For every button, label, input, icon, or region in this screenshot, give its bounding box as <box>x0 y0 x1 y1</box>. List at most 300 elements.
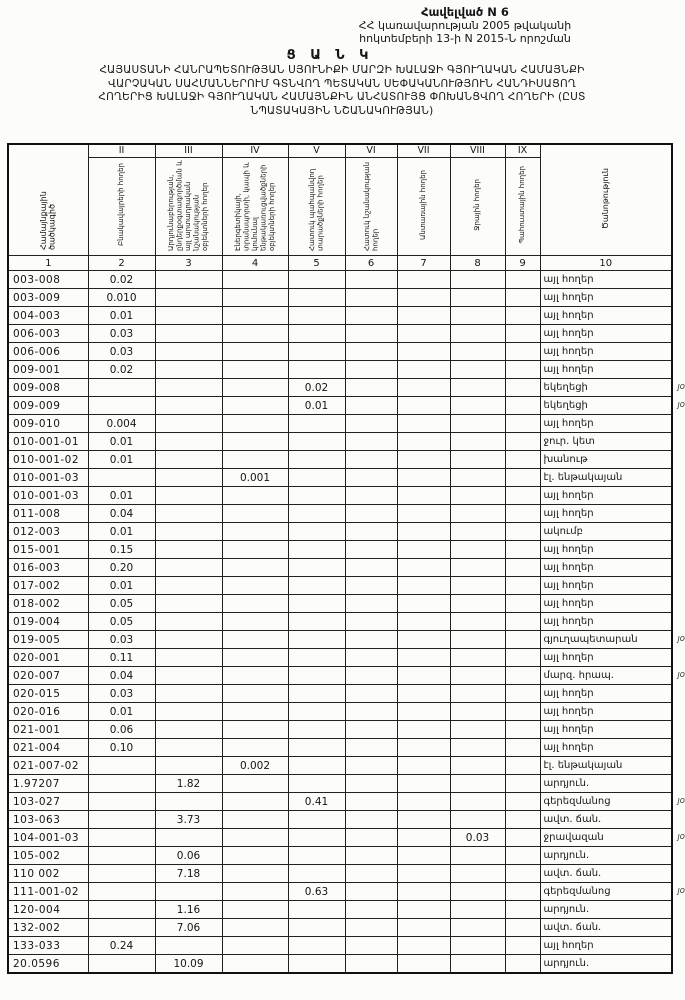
area-value-cell: 1.82 <box>155 775 222 793</box>
area-value-cell <box>155 289 222 307</box>
area-value-cell <box>288 775 345 793</box>
area-value-cell <box>155 721 222 739</box>
area-value-cell <box>155 739 222 757</box>
subtitle-line-1: ՀԱՅԱՍՏԱՆԻ ՀԱՆՐԱՊԵՏՈՒԹՅԱՆ ՍՅՈՒՆԻՔԻ ՄԱՐԶԻ ԽԱԼԱՋԻ ԳՅՈՒՂԱԿԱՆ ՀԱՄԱՅՆՔԻ <box>99 64 585 76</box>
note-cell: այլ հողեր <box>540 649 672 667</box>
area-value-cell <box>345 325 397 343</box>
parcel-code-cell: 104-001-03 <box>8 829 88 847</box>
area-value-cell <box>450 901 505 919</box>
subtitle-line-2: ՎԱՐՉԱԿԱՆ ՍԱՀՄԱՆՆԵՐՈՒՄ ԳՏՆՎՈՂ ՊԵՏԱԿԱՆ ՍԵՓԱԿԱՆՈՒԹՅՈՒՆ ՀԱՆԴԻՍԱՑՈՂ <box>108 77 576 90</box>
area-value-cell <box>397 721 450 739</box>
area-value-cell <box>397 289 450 307</box>
area-value-cell <box>288 847 345 865</box>
area-value-cell: 0.002 <box>222 757 288 775</box>
area-value-cell <box>505 415 540 433</box>
area-value-cell <box>88 829 155 847</box>
parcel-code-cell: 021-007-02 <box>8 757 88 775</box>
note-cell: ակումբ <box>540 523 672 541</box>
table-row <box>8 901 672 919</box>
parcel-code-cell: 020-007 <box>8 667 88 685</box>
area-value-cell <box>155 685 222 703</box>
area-value-cell <box>505 289 540 307</box>
area-value-cell <box>450 703 505 721</box>
area-value-cell: 0.01 <box>88 703 155 721</box>
area-value-cell <box>345 631 397 649</box>
area-value-cell <box>222 811 288 829</box>
parcel-code-cell: 017-002 <box>8 577 88 595</box>
header-note <box>540 144 672 256</box>
area-value-cell <box>505 397 540 415</box>
area-value-cell <box>345 397 397 415</box>
area-value-cell <box>222 379 288 397</box>
area-value-cell <box>88 883 155 901</box>
area-value-cell: 0.20 <box>88 559 155 577</box>
subtitle-line-4: ՆՊԱՏԱԿԱՅԻՆ ՆՇԱՆԱԿՈՒԹՅԱՆ) <box>250 104 434 117</box>
area-value-cell <box>222 829 288 847</box>
area-value-cell <box>222 271 288 289</box>
table-row <box>8 883 672 901</box>
area-value-cell <box>505 523 540 541</box>
area-value-cell <box>345 883 397 901</box>
parcel-code-cell: 016-003 <box>8 559 88 577</box>
area-value-cell <box>397 325 450 343</box>
parcel-code-cell: 1.97207 <box>8 775 88 793</box>
area-value-cell <box>288 577 345 595</box>
area-value-cell <box>288 739 345 757</box>
roman-numeral: VI <box>345 144 397 158</box>
column-number: 8 <box>450 256 505 271</box>
parcel-code-cell: 103-063 <box>8 811 88 829</box>
parcel-code-cell: 132-002 <box>8 919 88 937</box>
area-value-cell <box>345 685 397 703</box>
roman-numeral: III <box>155 144 222 158</box>
area-value-cell <box>505 739 540 757</box>
area-value-cell <box>397 829 450 847</box>
parcel-code-cell: 003-008 <box>8 271 88 289</box>
parcel-code-cell: 011-008 <box>8 505 88 523</box>
parcel-code-cell: 019-005 <box>8 631 88 649</box>
column-header <box>345 158 397 256</box>
table-row <box>8 415 672 433</box>
column-header-label: Արդյունաբերության, ընդերքօգտագործման և այլ արտադրական նշանակության օբյեկտների հողեր <box>167 159 210 251</box>
column-number: 1 <box>8 256 88 271</box>
area-value-cell <box>397 505 450 523</box>
area-value-cell <box>345 937 397 955</box>
area-value-cell <box>397 901 450 919</box>
area-value-cell <box>345 919 397 937</box>
table-row <box>8 595 672 613</box>
area-value-cell <box>450 307 505 325</box>
area-value-cell <box>450 847 505 865</box>
appendix-number: Հավելված N 6 <box>421 5 509 19</box>
area-value-cell <box>505 955 540 974</box>
area-value-cell <box>288 361 345 379</box>
area-value-cell <box>288 451 345 469</box>
area-value-cell: 0.02 <box>288 379 345 397</box>
column-header <box>222 158 288 256</box>
area-value-cell <box>288 757 345 775</box>
area-value-cell <box>450 505 505 523</box>
area-value-cell <box>222 685 288 703</box>
area-value-cell <box>397 649 450 667</box>
area-value-cell <box>450 577 505 595</box>
area-value-cell <box>88 955 155 974</box>
area-value-cell <box>505 343 540 361</box>
table-row <box>8 865 672 883</box>
area-value-cell <box>397 955 450 974</box>
area-value-cell <box>155 451 222 469</box>
area-value-cell <box>88 847 155 865</box>
area-value-cell <box>450 433 505 451</box>
area-value-cell <box>505 559 540 577</box>
column-header <box>288 158 345 256</box>
area-value-cell <box>505 379 540 397</box>
roman-numeral: IV <box>222 144 288 158</box>
area-value-cell <box>288 595 345 613</box>
area-value-cell <box>397 811 450 829</box>
note-cell: էլ. ենթակայան <box>540 469 672 487</box>
table-row <box>8 271 672 289</box>
area-value-cell <box>88 757 155 775</box>
area-value-cell: 0.03 <box>88 343 155 361</box>
header-row-roman <box>8 144 672 158</box>
roman-numeral: VIII <box>450 144 505 158</box>
area-value-cell <box>345 271 397 289</box>
area-value-cell <box>397 757 450 775</box>
area-value-cell <box>505 883 540 901</box>
area-value-cell <box>397 865 450 883</box>
area-value-cell <box>288 811 345 829</box>
area-value-cell <box>397 487 450 505</box>
appendix-block <box>250 6 680 45</box>
table-row <box>8 613 672 631</box>
area-value-cell <box>288 325 345 343</box>
parcel-code-cell: 120-004 <box>8 901 88 919</box>
area-value-cell <box>345 847 397 865</box>
area-value-cell <box>155 937 222 955</box>
document-title: Ց Ա Ն Կ <box>286 48 374 63</box>
table-row <box>8 919 672 937</box>
area-value-cell <box>505 487 540 505</box>
area-value-cell <box>222 631 288 649</box>
area-value-cell <box>288 433 345 451</box>
area-value-cell <box>222 505 288 523</box>
note-cell: այլ հողեր <box>540 361 672 379</box>
column-header-label: Հատուկ նշանակության հողեր <box>362 161 379 251</box>
parcel-code-cell: 004-003 <box>8 307 88 325</box>
area-value-cell <box>505 721 540 739</box>
note-cell: այլ հողեր <box>540 325 672 343</box>
column-header-label: Անտառային հողեր <box>419 169 428 240</box>
note-cell: այլ հողեր <box>540 685 672 703</box>
area-value-cell: 0.03 <box>88 685 155 703</box>
area-value-cell <box>222 397 288 415</box>
area-value-cell <box>155 649 222 667</box>
parcel-code-cell: 009-001 <box>8 361 88 379</box>
area-value-cell <box>397 793 450 811</box>
area-value-cell <box>155 541 222 559</box>
area-value-cell <box>222 307 288 325</box>
area-value-cell <box>288 919 345 937</box>
note-cell: այլ հողեր <box>540 613 672 631</box>
area-value-cell <box>345 811 397 829</box>
area-value-cell <box>505 613 540 631</box>
column-header-label: Պահուստային հողեր <box>518 165 527 244</box>
area-value-cell <box>222 559 288 577</box>
area-value-cell <box>288 469 345 487</box>
column-number: 5 <box>288 256 345 271</box>
area-value-cell <box>345 541 397 559</box>
area-value-cell <box>345 469 397 487</box>
area-value-cell <box>155 667 222 685</box>
handwritten-margin-mark: յօ <box>677 796 685 806</box>
area-value-cell <box>345 757 397 775</box>
parcel-code-cell: 020-001 <box>8 649 88 667</box>
note-cell: արդյուն. <box>540 955 672 974</box>
note-cell: արդյուն. <box>540 901 672 919</box>
area-value-cell <box>155 703 222 721</box>
note-cell: այլ հողեր <box>540 289 672 307</box>
area-value-cell <box>345 721 397 739</box>
land-table <box>7 143 685 974</box>
area-value-cell <box>88 397 155 415</box>
area-value-cell <box>345 775 397 793</box>
column-header <box>450 158 505 256</box>
area-value-cell <box>288 415 345 433</box>
table-row <box>8 631 672 649</box>
area-value-cell: 0.03 <box>450 829 505 847</box>
roman-numeral: V <box>288 144 345 158</box>
area-value-cell <box>450 793 505 811</box>
area-value-cell <box>505 775 540 793</box>
area-value-cell <box>397 613 450 631</box>
area-value-cell <box>450 451 505 469</box>
area-value-cell: 1.16 <box>155 901 222 919</box>
area-value-cell <box>288 937 345 955</box>
parcel-code-cell: 003-009 <box>8 289 88 307</box>
area-value-cell <box>505 271 540 289</box>
column-header <box>505 158 540 256</box>
area-value-cell <box>155 433 222 451</box>
area-value-cell <box>222 955 288 974</box>
area-value-cell <box>505 919 540 937</box>
area-value-cell <box>505 901 540 919</box>
area-value-cell <box>345 289 397 307</box>
parcel-code-cell: 133-033 <box>8 937 88 955</box>
area-value-cell: 0.01 <box>88 451 155 469</box>
area-value-cell <box>288 559 345 577</box>
note-cell: մարզ. հրապ. յօ <box>540 667 672 685</box>
area-value-cell <box>450 541 505 559</box>
area-value-cell <box>505 541 540 559</box>
table-row <box>8 451 672 469</box>
note-cell: ավտ. ճան. <box>540 865 672 883</box>
area-value-cell <box>450 739 505 757</box>
area-value-cell <box>505 811 540 829</box>
table-row <box>8 505 672 523</box>
area-value-cell <box>88 901 155 919</box>
area-value-cell <box>397 685 450 703</box>
area-value-cell <box>222 487 288 505</box>
area-value-cell: 0.06 <box>155 847 222 865</box>
note-cell: գյուղապետարան յօ <box>540 631 672 649</box>
area-value-cell <box>288 487 345 505</box>
area-value-cell <box>222 361 288 379</box>
area-value-cell <box>505 937 540 955</box>
area-value-cell: 0.004 <box>88 415 155 433</box>
table-row <box>8 433 672 451</box>
area-value-cell <box>450 595 505 613</box>
roman-numeral: VII <box>397 144 450 158</box>
area-value-cell: 0.11 <box>88 649 155 667</box>
area-value-cell <box>450 883 505 901</box>
area-value-cell <box>450 667 505 685</box>
area-value-cell: 0.02 <box>88 361 155 379</box>
area-value-cell <box>450 613 505 631</box>
area-value-cell <box>450 397 505 415</box>
area-value-cell <box>397 451 450 469</box>
column-header-label: Բնակավայրերի հողեր <box>117 163 126 247</box>
area-value-cell <box>222 667 288 685</box>
handwritten-margin-mark: յօ <box>677 634 685 644</box>
land-table-body <box>8 144 685 973</box>
area-value-cell <box>222 325 288 343</box>
handwritten-margin-mark: յօ <box>677 670 685 680</box>
area-value-cell <box>397 559 450 577</box>
area-value-cell <box>345 649 397 667</box>
column-header <box>88 158 155 256</box>
area-value-cell <box>288 631 345 649</box>
area-value-cell <box>450 523 505 541</box>
area-value-cell <box>505 325 540 343</box>
table-row <box>8 829 672 847</box>
column-number: 2 <box>88 256 155 271</box>
area-value-cell <box>288 649 345 667</box>
area-value-cell <box>155 757 222 775</box>
area-value-cell: 0.63 <box>288 883 345 901</box>
area-value-cell <box>222 793 288 811</box>
column-number: 10 <box>540 256 672 271</box>
area-value-cell <box>345 433 397 451</box>
table-row <box>8 937 672 955</box>
area-value-cell <box>397 667 450 685</box>
column-number: 9 <box>505 256 540 271</box>
area-value-cell <box>222 775 288 793</box>
parcel-code-cell: 010-001-02 <box>8 451 88 469</box>
table-row <box>8 379 672 397</box>
area-value-cell <box>505 361 540 379</box>
area-value-cell <box>397 919 450 937</box>
area-value-cell <box>155 559 222 577</box>
parcel-code-cell: 015-001 <box>8 541 88 559</box>
area-value-cell <box>505 469 540 487</box>
note-cell: այլ հողեր <box>540 937 672 955</box>
area-value-cell <box>450 865 505 883</box>
area-value-cell <box>397 847 450 865</box>
table-row <box>8 667 672 685</box>
area-value-cell <box>155 487 222 505</box>
area-value-cell <box>155 505 222 523</box>
area-value-cell <box>450 325 505 343</box>
area-value-cell <box>88 775 155 793</box>
area-value-cell <box>397 631 450 649</box>
note-cell: այլ հողեր <box>540 739 672 757</box>
table-row <box>8 361 672 379</box>
area-value-cell <box>345 505 397 523</box>
parcel-code-cell: 021-001 <box>8 721 88 739</box>
area-value-cell <box>450 415 505 433</box>
parcel-code-cell: 105-002 <box>8 847 88 865</box>
document-subtitle <box>8 64 676 118</box>
area-value-cell <box>155 271 222 289</box>
note-cell: այլ հողեր <box>540 505 672 523</box>
area-value-cell <box>155 883 222 901</box>
area-value-cell <box>450 685 505 703</box>
area-value-cell <box>505 631 540 649</box>
parcel-code-cell: 012-003 <box>8 523 88 541</box>
area-value-cell <box>397 577 450 595</box>
note-cell: այլ հողեր <box>540 577 672 595</box>
area-value-cell <box>288 703 345 721</box>
column-header-label: Ջրային հողեր <box>473 178 482 231</box>
area-value-cell <box>345 793 397 811</box>
area-value-cell <box>345 865 397 883</box>
table-row <box>8 487 672 505</box>
area-value-cell <box>155 631 222 649</box>
area-value-cell <box>345 379 397 397</box>
community-code-label: Համայնքային ծածկագիծ <box>38 191 57 250</box>
area-value-cell <box>155 829 222 847</box>
table-row <box>8 469 672 487</box>
area-value-cell <box>155 577 222 595</box>
area-value-cell: 0.01 <box>88 577 155 595</box>
table-row <box>8 703 672 721</box>
area-value-cell <box>222 523 288 541</box>
area-value-cell <box>222 595 288 613</box>
area-value-cell <box>397 379 450 397</box>
area-value-cell: 0.01 <box>88 433 155 451</box>
parcel-code-cell: 111-001-02 <box>8 883 88 901</box>
area-value-cell <box>397 361 450 379</box>
area-value-cell <box>88 379 155 397</box>
area-value-cell: 0.01 <box>288 397 345 415</box>
area-value-cell <box>222 901 288 919</box>
area-value-cell <box>505 757 540 775</box>
note-cell: եկեղեցի յօ <box>540 397 672 415</box>
column-number: 6 <box>345 256 397 271</box>
area-value-cell <box>222 343 288 361</box>
table-row <box>8 955 672 974</box>
area-value-cell <box>505 829 540 847</box>
area-value-cell <box>450 937 505 955</box>
note-cell: այլ հողեր <box>540 343 672 361</box>
parcel-code-cell: 010-001-03 <box>8 469 88 487</box>
area-value-cell <box>397 703 450 721</box>
table-row <box>8 847 672 865</box>
area-value-cell: 0.001 <box>222 469 288 487</box>
table-row <box>8 739 672 757</box>
area-value-cell <box>222 937 288 955</box>
area-value-cell <box>222 541 288 559</box>
area-value-cell: 0.010 <box>88 289 155 307</box>
roman-numeral: IX <box>505 144 540 158</box>
area-value-cell <box>288 829 345 847</box>
note-cell: այլ հողեր <box>540 559 672 577</box>
parcel-code-cell: 20.0596 <box>8 955 88 974</box>
area-value-cell: 0.06 <box>88 721 155 739</box>
column-number: 3 <box>155 256 222 271</box>
parcel-code-cell: 010-001-01 <box>8 433 88 451</box>
